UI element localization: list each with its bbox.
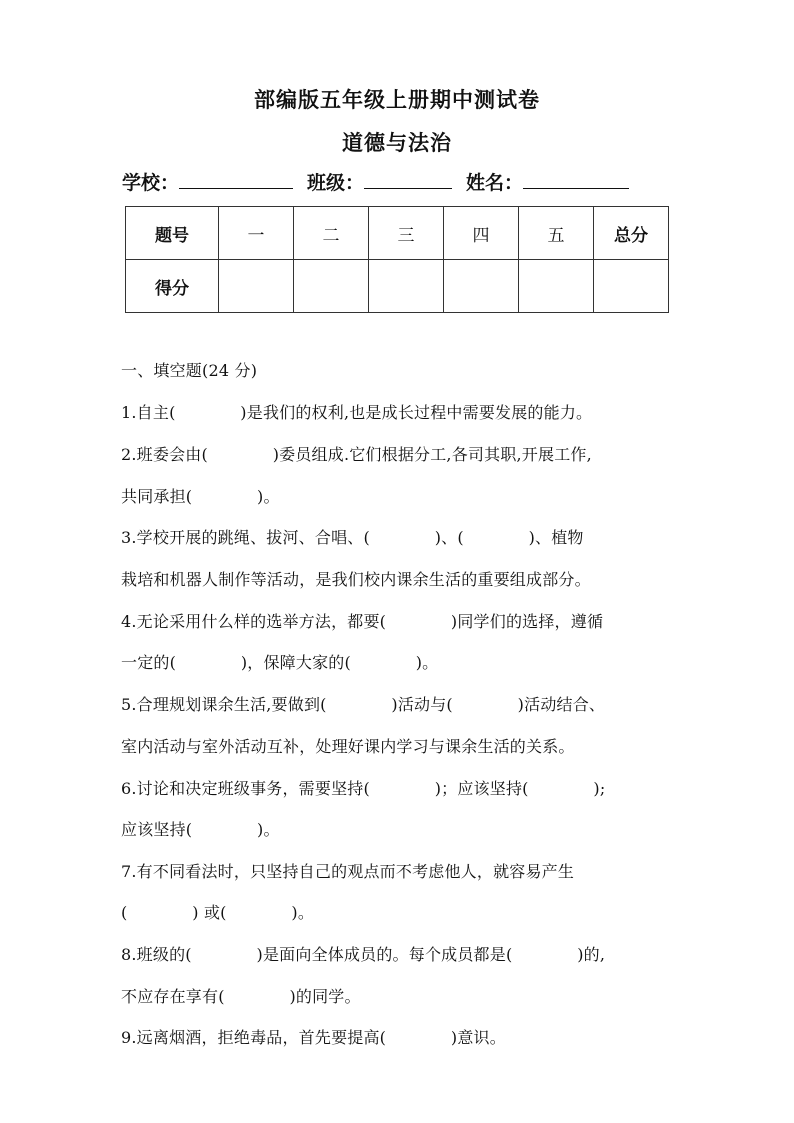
score-cell-4[interactable] xyxy=(444,260,519,313)
question-line: 3.学校开展的跳绳、拔河、合唱、( )、( )、植物 xyxy=(121,528,584,547)
question-line: 4.无论采用什么样的选举方法，都要( )同学们的选择，遵循 xyxy=(121,612,604,631)
score-cell-2[interactable] xyxy=(294,260,369,313)
question-line: 2.班委会由( )委员组成.它们根据分工,各司其职,开展工作, xyxy=(121,445,592,464)
question-line: 室内活动与室外活动互补，处理好课内学习与课余生活的关系。 xyxy=(121,737,575,756)
column-total: 总分 xyxy=(594,207,669,260)
column-5: 五 xyxy=(519,207,594,260)
score-label: 得分 xyxy=(126,260,219,313)
class-blank[interactable] xyxy=(364,170,452,189)
student-info-row xyxy=(122,168,643,195)
question-line: 7.有不同看法时，只坚持自己的观点而不考虑他人，就容易产生 xyxy=(121,862,575,881)
question-line: 应该坚持( )。 xyxy=(121,820,280,839)
question-line: 6.讨论和决定班级事务，需要坚持( )；应该坚持( ); xyxy=(121,779,606,798)
class-label: 班级： xyxy=(307,172,365,194)
score-cell-3[interactable] xyxy=(369,260,444,313)
score-cell-total[interactable] xyxy=(594,260,669,313)
question-line: 5.合理规划课余生活,要做到( )活动与( )活动结合、 xyxy=(121,695,606,714)
column-2: 二 xyxy=(294,207,369,260)
question-line: 9.远离烟酒，拒绝毒品，首先要提高( )意识。 xyxy=(121,1028,506,1047)
subject-title: 道德与法治 xyxy=(342,130,452,155)
exam-title: 部编版五年级上册期中测试卷 xyxy=(254,87,540,112)
column-1: 一 xyxy=(219,207,294,260)
score-cell-5[interactable] xyxy=(519,260,594,313)
question-line: 8.班级的( )是面向全体成员的。每个成员都是( )的, xyxy=(121,945,606,964)
question-line: 1.自主( )是我们的权利,也是成长过程中需要发展的能力。 xyxy=(121,403,593,422)
column-3: 三 xyxy=(369,207,444,260)
score-cell-1[interactable] xyxy=(219,260,294,313)
question-line: ( ) 或( )。 xyxy=(121,903,315,922)
column-4: 四 xyxy=(444,207,519,260)
score-table-score-row xyxy=(126,260,669,313)
name-blank[interactable] xyxy=(523,170,629,189)
section-heading: 一、填空题(24 分) xyxy=(121,361,258,380)
school-label: 学校： xyxy=(122,172,180,194)
question-line: 不应存在享有( )的同学。 xyxy=(121,987,361,1006)
question-number-label: 题号 xyxy=(126,207,219,260)
score-table-header-row xyxy=(126,207,669,260)
name-label: 姓名： xyxy=(466,172,524,194)
question-line: 栽培和机器人制作等活动，是我们校内课余生活的重要组成部分。 xyxy=(121,570,591,589)
question-line: 共同承担( )。 xyxy=(121,487,280,506)
question-line: 一定的( )，保障大家的( )。 xyxy=(121,653,439,672)
school-blank[interactable] xyxy=(179,170,293,189)
score-table xyxy=(125,206,669,313)
